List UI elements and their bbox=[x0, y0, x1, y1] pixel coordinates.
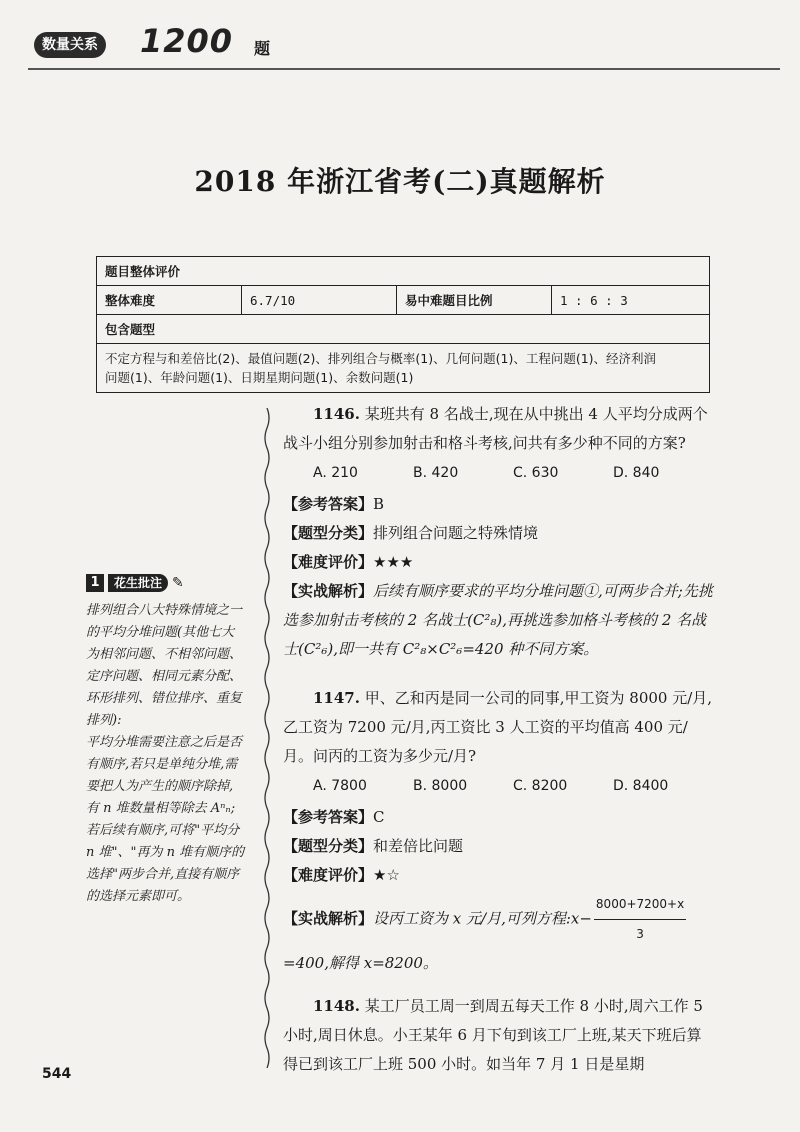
annotation-number: 1 bbox=[86, 574, 104, 592]
type-value: 和差倍比问题 bbox=[373, 837, 464, 855]
difficulty-label: 整体难度 bbox=[97, 286, 242, 315]
option-a: A. 210 bbox=[313, 465, 358, 481]
question-text: 某工厂员工周一到周五每天工作 8 小时,周六工作 5 小时,周日休息。小王某年 6 月下旬到该工厂上班,某天下班后算得已到该工厂上班 500 小时。如当年 7 月 1 日是星期 bbox=[283, 997, 703, 1073]
fraction-numerator: 8000+7200+x bbox=[594, 890, 686, 920]
analysis-1146 bbox=[283, 577, 713, 664]
brand-number: 1200 bbox=[140, 22, 234, 60]
analysis-text-cont: =400,解得 x=8200。 bbox=[283, 954, 438, 972]
question-number: 1148. bbox=[313, 997, 360, 1015]
question-1148 bbox=[283, 992, 713, 1079]
difficulty-row bbox=[283, 548, 713, 577]
option-c: C. 630 bbox=[513, 465, 559, 481]
question-text: 甲、乙和丙是同一公司的同事,甲工资为 8000 元/月,乙工资为 7200 元/月,丙工资比 3 人工资的平均值高 400 元/月。问丙的工资为多少元/月? bbox=[283, 689, 713, 765]
option-d: D. 8400 bbox=[613, 778, 669, 794]
option-b: B. 8000 bbox=[413, 778, 468, 794]
analysis-label: 【实战解析】 bbox=[283, 909, 374, 928]
answer-value: B bbox=[373, 495, 385, 513]
analysis-text: 设丙工资为 x 元/月,可列方程:x− bbox=[373, 909, 592, 928]
questions-column bbox=[283, 400, 713, 1079]
difficulty-label: 【难度评价】 bbox=[283, 866, 374, 884]
annotation-text: 排列组合八大特殊情境之一的平均分堆问题(其他七大为相邻问题、不相邻问题、定序问题、相同元素分配、环形排列、错位排序、重复排列): 平均分堆需要注意之后是否有顺序,若只是单纯分堆,需要把人为产生的顺序除掉,有 n 堆数量相等除去 Aⁿₙ; 若后续有顺序,可将"平均分 n 堆"、"再为 n 堆有顺序的选择"两步合并,直接有顺序的选择元素即可。 bbox=[86, 603, 245, 904]
options-1146 bbox=[313, 460, 713, 486]
difficulty-stars: ★☆ bbox=[373, 866, 400, 884]
pen-icon: ✎ bbox=[172, 575, 184, 591]
difficulty-label: 【难度评价】 bbox=[283, 553, 374, 571]
running-header bbox=[28, 22, 788, 62]
type-label: 【题型分类】 bbox=[283, 524, 374, 542]
evaluation-table bbox=[96, 256, 710, 393]
option-d: D. 840 bbox=[613, 465, 660, 481]
question-1147 bbox=[283, 684, 713, 771]
option-a: A. 7800 bbox=[313, 778, 367, 794]
types-line-2: 问题(1)、年龄问题(1)、日期星期问题(1)、余数问题(1) bbox=[105, 370, 414, 385]
fraction bbox=[594, 890, 686, 949]
ratio-label: 易中难题目比例 bbox=[397, 286, 552, 315]
options-1147 bbox=[313, 773, 713, 799]
answer-row bbox=[283, 490, 713, 519]
header-rule bbox=[28, 68, 780, 70]
question-number: 1147. bbox=[313, 689, 360, 707]
difficulty-value: 6.7/10 bbox=[242, 286, 397, 315]
fraction-denominator: 3 bbox=[636, 927, 644, 941]
annotation-badge bbox=[86, 574, 246, 592]
wavy-divider bbox=[262, 408, 272, 1068]
ratio-value: 1 : 6 : 3 bbox=[552, 286, 710, 315]
analysis-1147 bbox=[283, 890, 713, 978]
analysis-text: 后续有顺序要求的平均分堆问题①,可两步合并;先挑选参加射击考核的 2 名战士(C²₈),再挑选参加格斗考核的 2 名战士(C²₆),即一共有 C²₈×C²₆=420 种不同方案。 bbox=[283, 582, 713, 658]
types-list bbox=[97, 344, 710, 393]
types-label: 包含题型 bbox=[97, 315, 710, 344]
annotation-label: 花生批注 bbox=[108, 574, 168, 592]
page-title: 2018 年浙江省考(二)真题解析 bbox=[194, 165, 606, 198]
question-text: 某班共有 8 名战士,现在从中挑出 4 人平均分成两个战斗小组分别参加射击和格斗考核,问共有多少种不同的方案? bbox=[283, 405, 708, 452]
eval-section-label: 题目整体评价 bbox=[97, 257, 710, 286]
answer-row bbox=[283, 803, 713, 832]
answer-value: C bbox=[373, 808, 385, 826]
difficulty-stars: ★★★ bbox=[373, 553, 414, 571]
answer-label: 【参考答案】 bbox=[283, 808, 374, 826]
question-number: 1146. bbox=[313, 405, 360, 423]
option-b: B. 420 bbox=[413, 465, 459, 481]
brand-suffix: 题 bbox=[254, 39, 271, 58]
option-c: C. 8200 bbox=[513, 778, 568, 794]
side-annotation bbox=[86, 574, 246, 908]
analysis-label: 【实战解析】 bbox=[283, 582, 374, 600]
question-1146 bbox=[283, 400, 713, 458]
page-number: 544 bbox=[42, 1066, 72, 1082]
types-line-1: 不定方程与和差倍比(2)、最值问题(2)、排列组合与概率(1)、几何问题(1)、工程问题(1)、经济利润 bbox=[105, 351, 657, 366]
type-label: 【题型分类】 bbox=[283, 837, 374, 855]
answer-label: 【参考答案】 bbox=[283, 495, 374, 513]
type-row bbox=[283, 832, 713, 861]
difficulty-row bbox=[283, 861, 713, 890]
type-value: 排列组合问题之特殊情境 bbox=[373, 524, 539, 542]
brand-label: 数量关系 bbox=[34, 32, 106, 58]
type-row bbox=[283, 519, 713, 548]
